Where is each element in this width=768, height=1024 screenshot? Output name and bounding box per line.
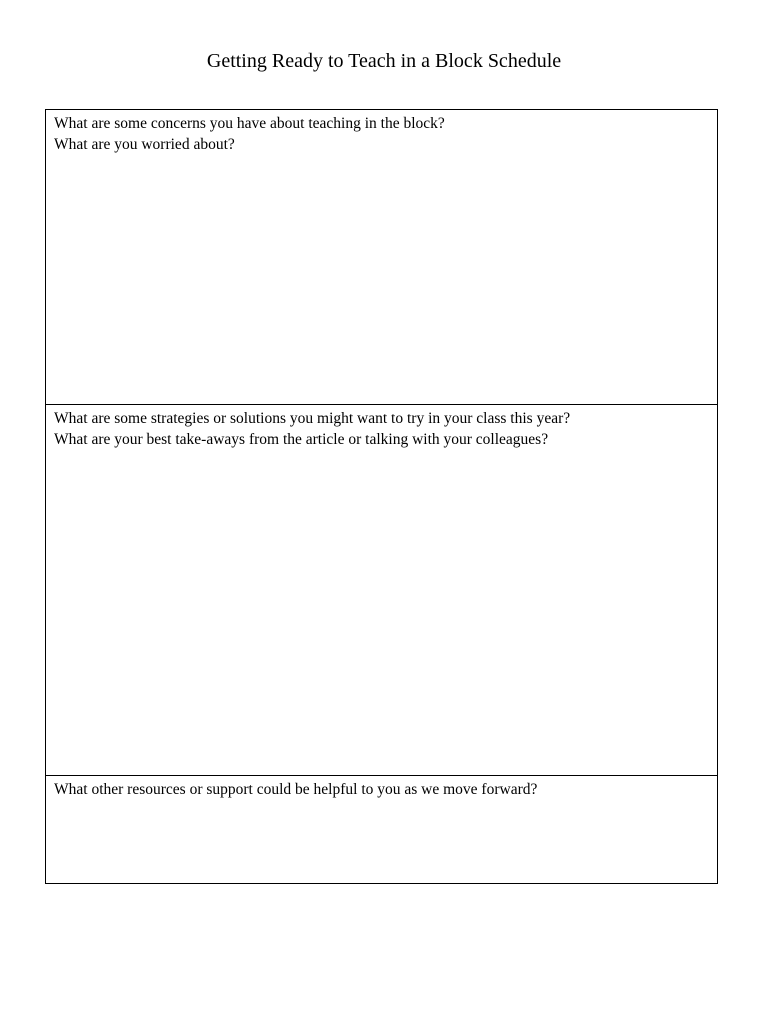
strategies-question: What are some strategies or solutions you might want to try in your class this year? [54,410,571,427]
worries-question: What are you worried about? [54,136,235,153]
concerns-section[interactable] [46,110,717,404]
strategies-section[interactable] [46,404,717,775]
concerns-question: What are some concerns you have about teaching in the block? [54,115,445,132]
resources-section[interactable] [46,775,717,883]
worksheet-table [45,109,718,884]
document-title: Getting Ready to Teach in a Block Schedule [206,50,562,72]
resources-question: What other resources or support could be helpful to you as we move forward? [54,781,538,798]
takeaways-question: What are your best take-aways from the article or talking with your colleagues? [54,431,549,448]
